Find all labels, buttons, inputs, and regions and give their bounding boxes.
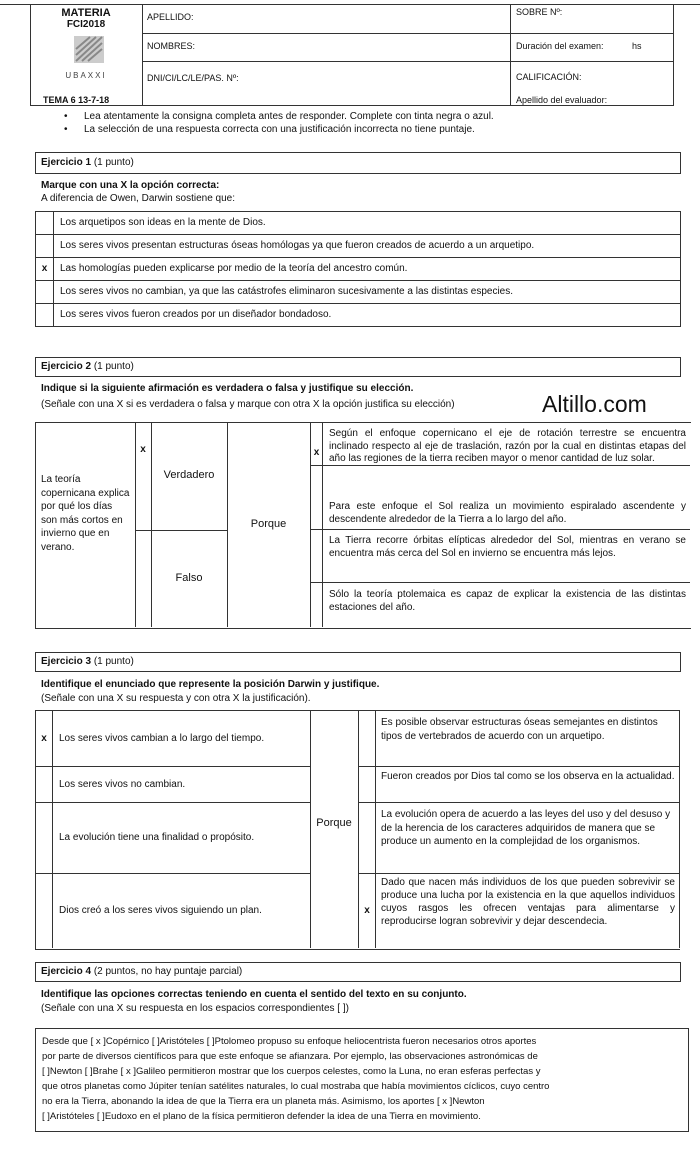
ex4-sub: (Señale con una X su respuesta en los espacios correspondientes [ ]) [41, 1003, 349, 1014]
ex2-porque: Porque [250, 518, 287, 530]
ex2-title: Ejercicio 2 (1 punto) [41, 361, 134, 372]
watermark: Altillo.com [542, 391, 647, 417]
ex2-just-4: Sólo la teoría ptolemaica es capaz de explicar la existencia de las distintas estaciones del año. [329, 589, 686, 613]
header-divider-2 [510, 4, 511, 106]
evaluador-field-label: Apellido del evaluador: [516, 95, 608, 105]
ex3-statement-4: Dios creó a los seres vivos siguiendo un plan. [59, 905, 262, 916]
ex2-sub: (Señale con una X si es verdadera o falsa y marque con otra X la opción justifica su elección) [41, 399, 455, 410]
ex3-hline-j3 [358, 873, 679, 874]
ex4-line-1: Desde que [ x ]Copérnico [ ]Aristóteles [ ]Ptolomeo propuso su enfoque heliocentrista fueron necesarios otros aportes [42, 1036, 537, 1047]
nombres-field-label: NOMBRES: [147, 41, 196, 51]
ex2-hline-j3 [310, 582, 690, 583]
instruction-bullet-1: • [64, 111, 68, 122]
ex1-mark-1[interactable] [36, 212, 54, 235]
ex3-hline-j1 [358, 766, 679, 767]
ex3-vline-1 [52, 710, 53, 948]
ex3-vline-4 [375, 710, 376, 948]
ex1-question: A diferencia de Owen, Darwin sostiene que: [41, 193, 235, 204]
ex2-false-label: Falso [175, 572, 203, 584]
header-codigo: FCI2018 [66, 19, 106, 30]
ex4-line-5: no era la Tierra, abonando la idea de que la Tierra era un planeta más. Asimismo, los aportes [ x ]Newton [42, 1096, 485, 1107]
header-hline-2 [142, 61, 674, 62]
ex2-just-2: Para este enfoque el Sol realiza un movimiento espiralado ascendente y descendente alrededor de la Tierra a lo largo del año. [329, 501, 686, 525]
ex3-hline-3 [35, 873, 310, 874]
ex1-mark-2[interactable] [36, 235, 54, 258]
ex1-mark-4[interactable] [36, 281, 54, 304]
ex3-mark-1[interactable]: x [41, 733, 47, 744]
ex4-line-3: [ ]Newton [ ]Brahe [ x ]Galileo permitieron mostrar que los cuerpos celestes, como la Luna, no eran esferas perfectas y [42, 1066, 541, 1077]
ex1-option-2: Los seres vivos presentan estructuras óseas homólogas ya que fueron creados de acuerdo a un arquetipo. [54, 235, 681, 258]
duracion-field-label: Duración del examen: [516, 41, 604, 51]
calificacion-field-label: CALIFICACIÓN: [516, 72, 582, 82]
ex1-option-5: Los seres vivos fueron creados por un diseñador bondadoso. [54, 304, 681, 327]
ex2-true-label: Verdadero [163, 469, 215, 481]
ex3-instruction: Identifique el enunciado que represente la posición Darwin y justifique. [41, 679, 380, 690]
ex3-just-4: Dado que nacen más individuos de los que pueden sobrevivir se produce una lucha por la existencia en la que aquellos individuos cuyos rasgos les ofrecen ventajas para alimentarse y reproducirse logran sobrevivir y dejar descendecia. [381, 877, 675, 927]
ex2-just-1: Según el enfoque copernicano el eje de rotación terrestre se encuentra inclinado respecto al eje de traslación, razón por la cual en distintas etapas del año las regiones de la tierra reciben mayor o menor cantidad de luz solar. [329, 428, 686, 464]
ex2-statement: La teoría copernicana explica por qué los días son más cortos en invierno que en verano. [41, 474, 130, 553]
ex2-vline-1 [135, 422, 136, 627]
uba-logo-icon [70, 33, 108, 67]
ex3-just-mark-4[interactable]: x [364, 905, 370, 916]
ex1-mark-5[interactable] [36, 304, 54, 327]
ex2-hline-mid [135, 530, 227, 531]
ex2-vline-2 [151, 422, 152, 627]
ex3-sub: (Señale con una X su respuesta y con otra X la justificación). [41, 693, 311, 704]
ex1-options-table [35, 211, 681, 327]
ex2-hline-j2 [310, 529, 690, 530]
ex3-just-3: La evolución opera de acuerdo a las leyes del uso y del desuso y de la herencia de los caracteres adquiridos de manera que se produce un aumento en la complejidad de los organismos. [381, 809, 671, 847]
sobre-field-label: SOBRE Nº: [516, 7, 563, 17]
ex1-title: Ejercicio 1 (1 punto) [41, 157, 134, 168]
header-logo-text: UBAXXI [65, 71, 107, 80]
ex3-porque: Porque [316, 817, 352, 829]
instruction-1: Lea atentamente la consigna completa antes de responder. Complete con tinta negra o azul. [84, 111, 494, 122]
ex1-mark-3[interactable]: x [36, 258, 54, 281]
ex4-text [42, 1034, 686, 1124]
ex3-vline-2 [310, 710, 311, 948]
ex4-title: Ejercicio 4 (2 puntos, no hay puntaje parcial) [41, 966, 243, 977]
ex3-just-1: Es posible observar estructuras óseas semejantes en distintos tipos de vertebrados de acuerdo con un arquetipo. [381, 717, 658, 742]
ex4-instruction: Identifique las opciones correctas teniendo en cuenta el sentido del texto en su conjunto. [41, 989, 467, 1000]
ex3-vline-5 [679, 710, 680, 948]
apellido-field-label: APELLIDO: [147, 12, 194, 22]
ex3-statement-3: La evolución tiene una finalidad o propósito. [59, 832, 255, 843]
ex1-instruction: Marque con una X la opción correcta: [41, 180, 220, 191]
ex4-line-2: por parte de diversos científicos para que este enfoque se afianzara. Por ejemplo, las observaciones astronómicas de [42, 1051, 538, 1062]
header-divider-1 [142, 4, 143, 106]
header-tema: TEMA 6 13-7-18 [43, 95, 110, 105]
instruction-2: La selección de una respuesta correcta con una justificación incorrecta no tiene puntaje. [84, 124, 475, 135]
ex2-true-mark[interactable]: x [140, 444, 146, 455]
ex2-just-3: La Tierra recorre órbitas elípticas alrededor del Sol, mientras en verano se encuentra más cerca del Sol en invierno se encuentra más lejos. [329, 535, 686, 559]
ex4-line-6: [ ]Aristóteles [ ]Eudoxo en el plano de la física permitieron defender la idea de una Tierra en movimiento. [42, 1111, 481, 1122]
ex1-option-3: Las homologías pueden explicarse por medio de la teoría del ancestro común. [54, 258, 681, 281]
instruction-bullet-2: • [64, 124, 68, 135]
header-hline-1 [142, 33, 674, 34]
header-materia: MATERIA [61, 7, 111, 19]
ex3-just-2: Fueron creados por Dios tal como se los observa en la actualidad. [381, 771, 675, 782]
ex1-option-1: Los arquetipos son ideas en la mente de Dios. [54, 212, 681, 235]
duracion-hs: hs [632, 41, 642, 51]
ex2-just-mark-1[interactable]: x [313, 447, 320, 458]
ex4-line-4: que otros planetas como Júpiter tenían satélites naturales, lo cual mostraba que había movimientos cíclicos, cuyo centro [42, 1081, 550, 1092]
ex3-statement-1: Los seres vivos cambian a lo largo del tiempo. [59, 733, 265, 744]
ex3-statement-2: Los seres vivos no cambian. [59, 779, 186, 790]
ex3-hline-2 [35, 802, 310, 803]
ex2-instruction: Indique si la siguiente afirmación es verdadera o falsa y justifique su elección. [41, 383, 414, 394]
ex3-hline-1 [35, 766, 310, 767]
ex2-vline-5 [322, 422, 323, 627]
dni-field-label: DNI/CI/LC/LE/PAS. Nº: [147, 73, 239, 83]
ex3-title: Ejercicio 3 (1 punto) [41, 656, 134, 667]
ex3-hline-j2 [358, 802, 679, 803]
ex1-option-4: Los seres vivos no cambian, ya que las catástrofes eliminaron sucesivamente a las distintas especies. [54, 281, 681, 304]
